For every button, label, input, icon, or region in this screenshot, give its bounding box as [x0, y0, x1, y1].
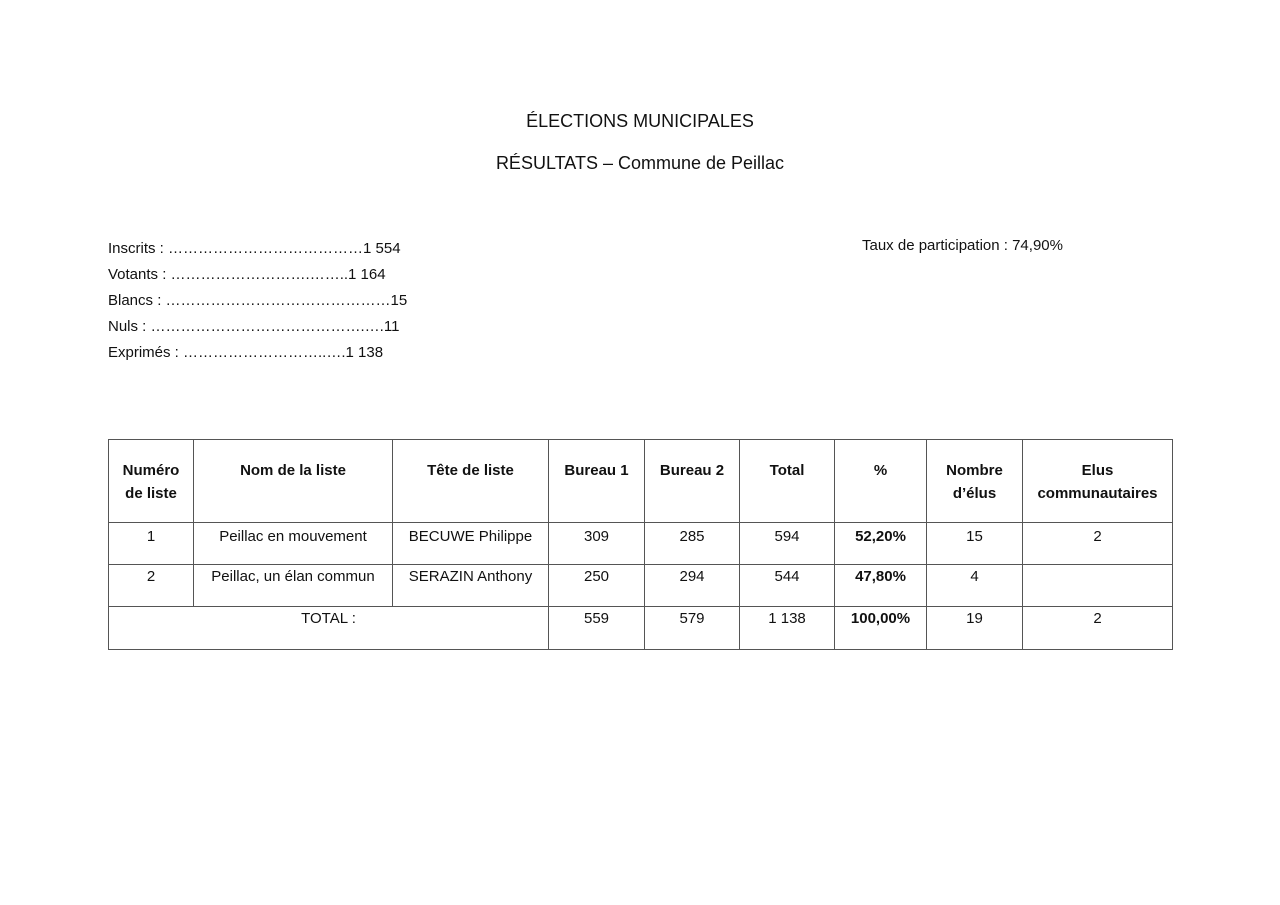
total-elus: 2 [1023, 607, 1173, 650]
header-numero-line2: de liste [125, 485, 177, 502]
cell-nom: Peillac en mouvement [194, 523, 393, 565]
cell-nombre: 4 [927, 565, 1023, 607]
header-nombre-line1: Nombre [946, 462, 1003, 479]
header-elus [1023, 440, 1173, 523]
header-elus-line2: communautaires [1037, 485, 1158, 502]
stat-votants: Votants : ……………………….……..1 164 [108, 266, 386, 283]
stat-blancs: Blancs : ………………………………………15 [108, 292, 408, 309]
cell-elus [1023, 565, 1173, 607]
cell-nombre: 15 [927, 523, 1023, 565]
stat-inscrits: Inscrits : …………………………………1 554 [108, 240, 401, 257]
page-title: ÉLECTIONS MUNICIPALES [526, 111, 754, 131]
total-total: 1 138 [740, 607, 835, 650]
header-total: Total [740, 440, 835, 523]
total-pct: 100,00% [835, 607, 927, 650]
header-numero [109, 440, 194, 523]
cell-bureau1: 250 [549, 565, 645, 607]
total-bureau2: 579 [645, 607, 740, 650]
cell-total: 594 [740, 523, 835, 565]
header-elus-line1: Elus [1081, 462, 1114, 479]
header-bureau1: Bureau 1 [549, 440, 645, 523]
header-numero-line1: Numéro [122, 462, 180, 479]
table-header-row [109, 440, 1173, 523]
cell-elus: 2 [1023, 523, 1173, 565]
vote-statistics [108, 236, 407, 366]
total-label: TOTAL : [109, 607, 549, 650]
stat-exprimes: Exprimés : ………………………..….1 138 [108, 344, 384, 361]
header-tete: Tête de liste [393, 440, 549, 523]
cell-tete: BECUWE Philippe [393, 523, 549, 565]
header-bureau2: Bureau 2 [645, 440, 740, 523]
table-row [109, 565, 1173, 607]
cell-nom: Peillac, un élan commun [194, 565, 393, 607]
cell-total: 544 [740, 565, 835, 607]
cell-pct: 52,20% [835, 523, 927, 565]
table-total-row [109, 607, 1173, 650]
cell-numero: 2 [109, 565, 194, 607]
header-pct: % [835, 440, 927, 523]
table-row [109, 523, 1173, 565]
total-nombre: 19 [927, 607, 1023, 650]
cell-tete: SERAZIN Anthony [393, 565, 549, 607]
cell-bureau1: 309 [549, 523, 645, 565]
total-bureau1: 559 [549, 607, 645, 650]
stat-nuls: Nuls : …………………………………….….11 [108, 318, 400, 335]
header-nom: Nom de la liste [194, 440, 393, 523]
cell-pct: 47,80% [835, 565, 927, 607]
cell-bureau2: 285 [645, 523, 740, 565]
cell-bureau2: 294 [645, 565, 740, 607]
header-nombre-line2: d’élus [952, 485, 997, 502]
results-table [108, 439, 1173, 650]
header-nombre [927, 440, 1023, 523]
participation-rate: Taux de participation : 74,90% [862, 237, 1063, 254]
cell-numero: 1 [109, 523, 194, 565]
page-subtitle: RÉSULTATS – Commune de Peillac [495, 153, 785, 173]
